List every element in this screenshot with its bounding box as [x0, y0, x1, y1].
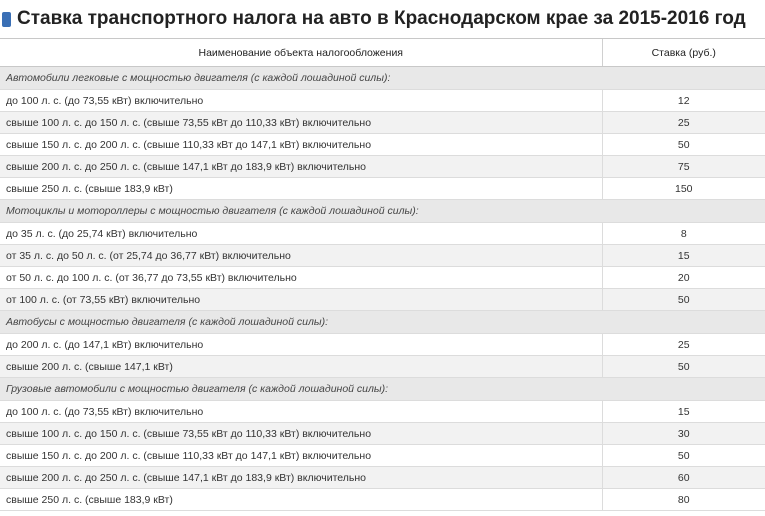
row-rate-value: 80 — [602, 489, 765, 511]
row-object-name: от 100 л. с. (от 73,55 кВт) включительно — [0, 289, 602, 311]
row-rate-value: 60 — [602, 467, 765, 489]
row-object-name: свыше 250 л. с. (свыше 183,9 кВт) — [0, 489, 602, 511]
table-row — [0, 267, 765, 289]
table-row — [0, 178, 765, 200]
table-row — [0, 467, 765, 489]
table-body — [0, 67, 765, 511]
row-rate-value: 20 — [602, 267, 765, 289]
row-rate-value: 50 — [602, 356, 765, 378]
row-rate-value: 50 — [602, 445, 765, 467]
section-title: Мотоциклы и мотороллеры с мощностью двигателя (с каждой лошадиной силы): — [0, 200, 765, 223]
section-title: Автомобили легковые с мощностью двигателя (с каждой лошадиной силы): — [0, 67, 765, 90]
row-rate-value: 12 — [602, 90, 765, 112]
row-object-name: свыше 150 л. с. до 200 л. с. (свыше 110,33 кВт до 147,1 кВт) включительно — [0, 445, 602, 467]
table-row — [0, 112, 765, 134]
row-object-name: свыше 200 л. с. до 250 л. с. (свыше 147,1 кВт до 183,9 кВт) включительно — [0, 156, 602, 178]
row-object-name: от 50 л. с. до 100 л. с. (от 36,77 до 73,55 кВт) включительно — [0, 267, 602, 289]
row-rate-value: 8 — [602, 223, 765, 245]
row-object-name: до 100 л. с. (до 73,55 кВт) включительно — [0, 90, 602, 112]
section-row — [0, 311, 765, 334]
row-rate-value: 75 — [602, 156, 765, 178]
row-object-name: свыше 250 л. с. (свыше 183,9 кВт) — [0, 178, 602, 200]
table-row — [0, 334, 765, 356]
table-header-row — [0, 39, 765, 67]
page-title: Ставка транспортного налога на авто в Краснодарском крае за 2015-2016 год — [17, 8, 746, 29]
table-row — [0, 445, 765, 467]
row-object-name: свыше 100 л. с. до 150 л. с. (свыше 73,55 кВт до 110,33 кВт) включительно — [0, 112, 602, 134]
section-title: Автобусы с мощностью двигателя (с каждой лошадиной силы): — [0, 311, 765, 334]
table-row — [0, 356, 765, 378]
section-title: Грузовые автомобили с мощностью двигателя (с каждой лошадиной силы): — [0, 378, 765, 401]
table-row — [0, 401, 765, 423]
section-row — [0, 67, 765, 90]
row-object-name: свыше 100 л. с. до 150 л. с. (свыше 73,55 кВт до 110,33 кВт) включительно — [0, 423, 602, 445]
section-row — [0, 200, 765, 223]
row-object-name: до 35 л. с. (до 25,74 кВт) включительно — [0, 223, 602, 245]
section-row — [0, 378, 765, 401]
row-object-name: до 200 л. с. (до 147,1 кВт) включительно — [0, 334, 602, 356]
row-object-name: от 35 л. с. до 50 л. с. (от 25,74 до 36,77 кВт) включительно — [0, 245, 602, 267]
row-rate-value: 15 — [602, 245, 765, 267]
table-row — [0, 489, 765, 511]
row-rate-value: 25 — [602, 112, 765, 134]
row-rate-value: 50 — [602, 134, 765, 156]
row-object-name: свыше 150 л. с. до 200 л. с. (свыше 110,33 кВт до 147,1 кВт) включительно — [0, 134, 602, 156]
table-row — [0, 90, 765, 112]
table-row — [0, 134, 765, 156]
row-rate-value: 50 — [602, 289, 765, 311]
column-header-rate: Ставка (руб.) — [602, 39, 765, 67]
table-row — [0, 289, 765, 311]
column-header-object: Наименование объекта налогообложения — [0, 39, 602, 67]
table-row — [0, 423, 765, 445]
row-object-name: свыше 200 л. с. (свыше 147,1 кВт) — [0, 356, 602, 378]
table-row — [0, 156, 765, 178]
title-bullet-icon — [2, 12, 11, 27]
row-rate-value: 25 — [602, 334, 765, 356]
table-row — [0, 245, 765, 267]
row-object-name: свыше 200 л. с. до 250 л. с. (свыше 147,1 кВт до 183,9 кВт) включительно — [0, 467, 602, 489]
table-row — [0, 223, 765, 245]
row-rate-value: 15 — [602, 401, 765, 423]
title-row — [0, 0, 765, 38]
tax-rate-table — [0, 38, 765, 511]
row-rate-value: 150 — [602, 178, 765, 200]
row-object-name: до 100 л. с. (до 73,55 кВт) включительно — [0, 401, 602, 423]
row-rate-value: 30 — [602, 423, 765, 445]
